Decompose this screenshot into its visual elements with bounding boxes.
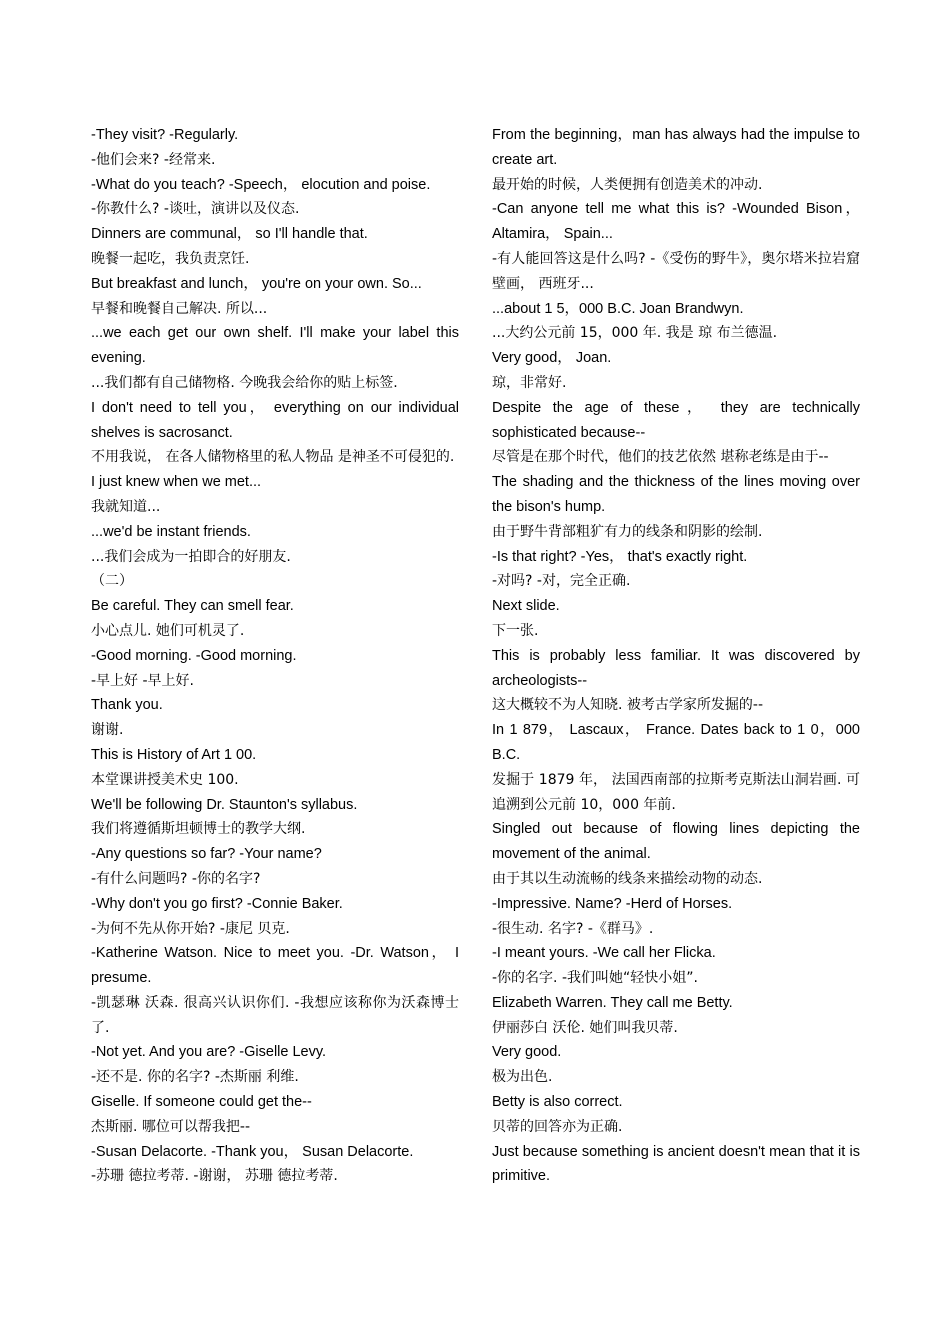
right-column: [492, 123, 860, 1189]
english-subtitle-line: -Susan Delacorte. -Thank you， Susan Delacorte.: [91, 1143, 414, 1160]
chinese-subtitle-line: -很生动. 名字? -《群马》.: [492, 920, 654, 937]
english-subtitle-line: Singled out because of flowing lines depicting the movement of the animal.: [492, 821, 860, 863]
english-subtitle-line: But breakfast and lunch， you're on your own. So...: [91, 275, 422, 292]
chinese-subtitle-line: 极为出色.: [492, 1069, 553, 1086]
chinese-subtitle-line: 早餐和晚餐自己解决. 所以...: [91, 300, 268, 317]
chinese-subtitle-line: 尽管是在那个时代，他们的技艺依然 堪称老练是由于--: [492, 449, 829, 466]
english-subtitle-line: -Can anyone tell me what this is? -Wounded Bison，Altamira， Spain...: [492, 201, 860, 243]
english-subtitle-line: Just because something is ancient doesn't mean that it is primitive.: [492, 1143, 860, 1185]
english-subtitle-line: -Any questions so far? -Your name?: [91, 846, 322, 863]
chinese-subtitle-line: 杰斯丽. 哪位可以帮我把--: [91, 1118, 251, 1135]
chinese-subtitle-line: -凯瑟琳 沃森. 很高兴认识你们. -我想应该称你为沃森博士了.: [91, 994, 459, 1036]
english-subtitle-line: ...we each get our own shelf. I'll make your label this evening.: [91, 325, 459, 367]
chinese-subtitle-line: 由于其以生动流畅的线条来描绘动物的动态.: [492, 870, 763, 887]
english-subtitle-line: ...about 1 5，000 B.C. Joan Brandwyn.: [492, 300, 744, 317]
left-column: [91, 123, 459, 1189]
english-subtitle-line: -I meant yours. -We call her Flicka.: [492, 945, 716, 962]
chinese-subtitle-line: 发掘于 1879 年， 法国西南部的拉斯考克斯法山洞岩画. 可追溯到公元前 10，000 年前.: [492, 771, 860, 813]
chinese-subtitle-line: -他们会来? -经常来.: [91, 151, 216, 168]
english-subtitle-line: The shading and the thickness of the lines moving over the bison's hump.: [492, 474, 860, 515]
chinese-subtitle-line: ...大约公元前 15，000 年. 我是 琼 布兰德温.: [492, 325, 778, 342]
chinese-subtitle-line: 贝蒂的回答亦为正确.: [492, 1118, 623, 1135]
chinese-subtitle-line: ...我们都有自己储物格. 今晚我会给你的贴上标签.: [91, 374, 398, 391]
english-subtitle-line: Very good， Joan.: [492, 350, 612, 367]
chinese-subtitle-line: 我就知道...: [91, 498, 161, 515]
english-subtitle-line: -They visit? -Regularly.: [91, 127, 239, 143]
chinese-subtitle-line: -对吗? -对，完全正确.: [492, 573, 631, 590]
chinese-subtitle-line: 本堂课讲授美术史 100.: [91, 771, 239, 788]
chinese-subtitle-line: 下一张.: [492, 622, 539, 639]
english-subtitle-line: ...we'd be instant friends.: [91, 523, 251, 540]
chinese-subtitle-line: -有人能回答这是什么吗? -《受伤的野牛》，奥尔塔米拉岩窟壁画， 西班牙...: [492, 250, 860, 292]
english-subtitle-line: This is History of Art 1 00.: [91, 746, 257, 763]
chinese-subtitle-line: （二）: [91, 573, 133, 590]
chinese-subtitle-line: -早上好 -早上好.: [91, 672, 195, 689]
english-subtitle-line: Despite the age of these， they are technically sophisticated because--: [492, 399, 860, 441]
english-subtitle-line: I just knew when we met...: [91, 474, 262, 491]
chinese-subtitle-line: -苏珊 德拉考蒂. -谢谢， 苏珊 德拉考蒂.: [91, 1168, 338, 1185]
english-subtitle-line: Dinners are communal， so I'll handle that.: [91, 226, 368, 243]
chinese-subtitle-line: 谢谢.: [91, 722, 124, 739]
english-subtitle-line: -Is that right? -Yes， that's exactly right.: [492, 548, 748, 565]
chinese-subtitle-line: -有什么问题吗? -你的名字?: [91, 870, 261, 887]
chinese-subtitle-line: ...我们会成为一拍即合的好朋友.: [91, 548, 291, 565]
english-subtitle-line: -Why don't you go first? -Connie Baker.: [91, 895, 343, 912]
english-subtitle-line: Elizabeth Warren. They call me Betty.: [492, 994, 733, 1011]
english-subtitle-line: -Good morning. -Good morning.: [91, 647, 297, 664]
english-subtitle-line: -Katherine Watson. Nice to meet you. -Dr. Watson， I presume.: [91, 945, 459, 987]
english-subtitle-line: Be careful. They can smell fear.: [91, 598, 294, 615]
english-subtitle-line: We'll be following Dr. Staunton's syllabus.: [91, 796, 358, 813]
english-subtitle-line: Giselle. If someone could get the--: [91, 1094, 312, 1111]
chinese-subtitle-line: 小心点儿. 她们可机灵了.: [91, 622, 245, 639]
english-subtitle-line: -Not yet. And you are? -Giselle Levy.: [91, 1044, 327, 1061]
chinese-subtitle-line: 我们将遵循斯坦顿博士的教学大纲.: [91, 821, 306, 838]
chinese-subtitle-line: 最开始的时候，人类便拥有创造美术的冲动.: [492, 176, 763, 193]
english-subtitle-line: Next slide.: [492, 598, 560, 615]
chinese-subtitle-line: 晚餐一起吃，我负责烹饪.: [91, 250, 250, 267]
chinese-subtitle-line: -你的名字. -我们叫她“轻快小姐”.: [492, 970, 698, 987]
chinese-subtitle-line: 这大概较不为人知晓. 被考古学家所发掘的--: [492, 697, 764, 714]
chinese-subtitle-line: 伊丽莎白 沃伦. 她们叫我贝蒂.: [492, 1019, 678, 1036]
english-subtitle-line: I don't need to tell you， everything on our individual shelves is sacrosanct.: [91, 399, 459, 441]
chinese-subtitle-line: -你教什么? -谈吐，演讲以及仪态.: [91, 201, 300, 218]
english-subtitle-line: This is probably less familiar. It was discovered by archeologists--: [492, 647, 860, 689]
chinese-subtitle-line: 由于野牛背部粗犷有力的线条和阴影的绘制.: [492, 523, 763, 540]
chinese-subtitle-line: 琼，非常好.: [492, 374, 567, 391]
english-subtitle-line: Betty is also correct.: [492, 1094, 623, 1111]
chinese-subtitle-line: -为何不先从你开始? -康尼 贝克.: [91, 920, 290, 937]
chinese-subtitle-line: -还不是. 你的名字? -杰斯丽 利维.: [91, 1069, 299, 1086]
english-subtitle-line: Very good.: [492, 1044, 562, 1061]
english-subtitle-line: In 1 879， Lascaux， France. Dates back to 1 0，000 B.C.: [492, 722, 860, 763]
english-subtitle-line: Thank you.: [91, 697, 163, 714]
chinese-subtitle-line: 不用我说， 在各人储物格里的私人物品 是神圣不可侵犯的.: [91, 449, 455, 466]
english-subtitle-line: -Impressive. Name? -Herd of Horses.: [492, 895, 733, 912]
english-subtitle-line: -What do you teach? -Speech， elocution and poise.: [91, 176, 431, 193]
english-subtitle-line: From the beginning，man has always had the impulse to create art.: [492, 127, 860, 168]
